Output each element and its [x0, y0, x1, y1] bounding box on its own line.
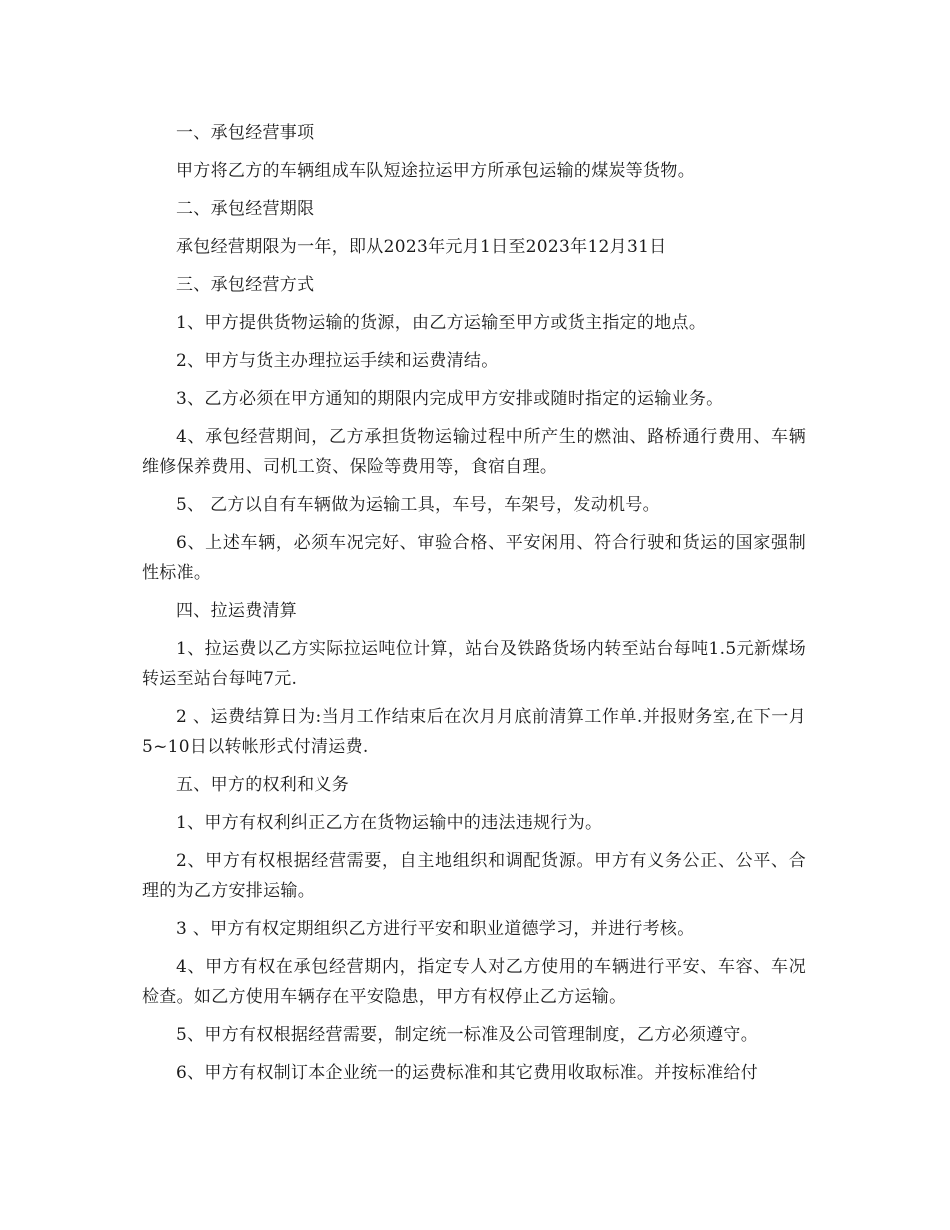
list-item: 6、甲方有权制订本企业统一的运费标准和其它费用收取标准。并按标准给付 — [176, 1063, 759, 1083]
list-item: 5、甲方有权根据经营需要，制定统一标准及公司管理制度，乙方必须遵守。 — [176, 1025, 759, 1045]
paragraph: 承包经营期限为一年，即从2023年元月1日至2023年12月31日 — [176, 237, 667, 257]
list-item: 2、甲方有权根据经营需要，自主地组织和调配货源。甲方有义务公正、公平、合理的为乙方安排运输。 — [142, 851, 806, 901]
list-item: 1、拉运费以乙方实际拉运吨位计算，站台及铁路货场内转至站台每吨1.5元新煤场转运至站台每吨7元. — [142, 639, 806, 689]
list-item: 4、承包经营期间，乙方承担货物运输过程中所产生的燃油、路桥通行费用、车辆维修保养费用、司机工资、保险等费用等，食宿自理。 — [142, 427, 806, 477]
section-heading-5: 五、甲方的权利和义务 — [176, 775, 349, 795]
section-heading-1: 一、承包经营事项 — [176, 123, 315, 143]
section-heading-4: 四、拉运费清算 — [176, 601, 298, 621]
list-item: 4、甲方有权在承包经营期内，指定专人对乙方使用的车辆进行平安、车容、车况检查。如乙方使用车辆存在平安隐患，甲方有权停止乙方运输。 — [142, 957, 806, 1007]
document-body — [142, 118, 806, 1096]
list-item: 3、乙方必须在甲方通知的期限内完成甲方安排或随时指定的运输业务。 — [176, 389, 724, 409]
list-item: 1、甲方有权利纠正乙方在货物运输中的违法违规行为。 — [176, 813, 603, 833]
list-item: 3 、甲方有权定期组织乙方进行平安和职业道德学习，并进行考核。 — [176, 919, 695, 939]
list-item: 5、 乙方以自有车辆做为运输工具，车号，车架号，发动机号。 — [176, 495, 660, 515]
paragraph: 甲方将乙方的车辆组成车队短途拉运甲方所承包运输的煤炭等货物。 — [176, 161, 695, 181]
list-item: 2 、运费结算日为:当月工作结束后在次月月底前清算工作单.并报财务室,在下一月5~10日以转帐形式付清运费. — [142, 707, 806, 757]
list-item: 6、上述车辆，必须车况完好、审验合格、平安闲用、符合行驶和货运的国家强制性标准。 — [142, 533, 806, 583]
list-item: 2、甲方与货主办理拉运手续和运费清结。 — [176, 351, 499, 371]
section-heading-2: 二、承包经营期限 — [176, 199, 315, 219]
list-item: 1、甲方提供货物运输的货源，由乙方运输至甲方或货主指定的地点。 — [176, 313, 707, 333]
section-heading-3: 三、承包经营方式 — [176, 275, 315, 295]
